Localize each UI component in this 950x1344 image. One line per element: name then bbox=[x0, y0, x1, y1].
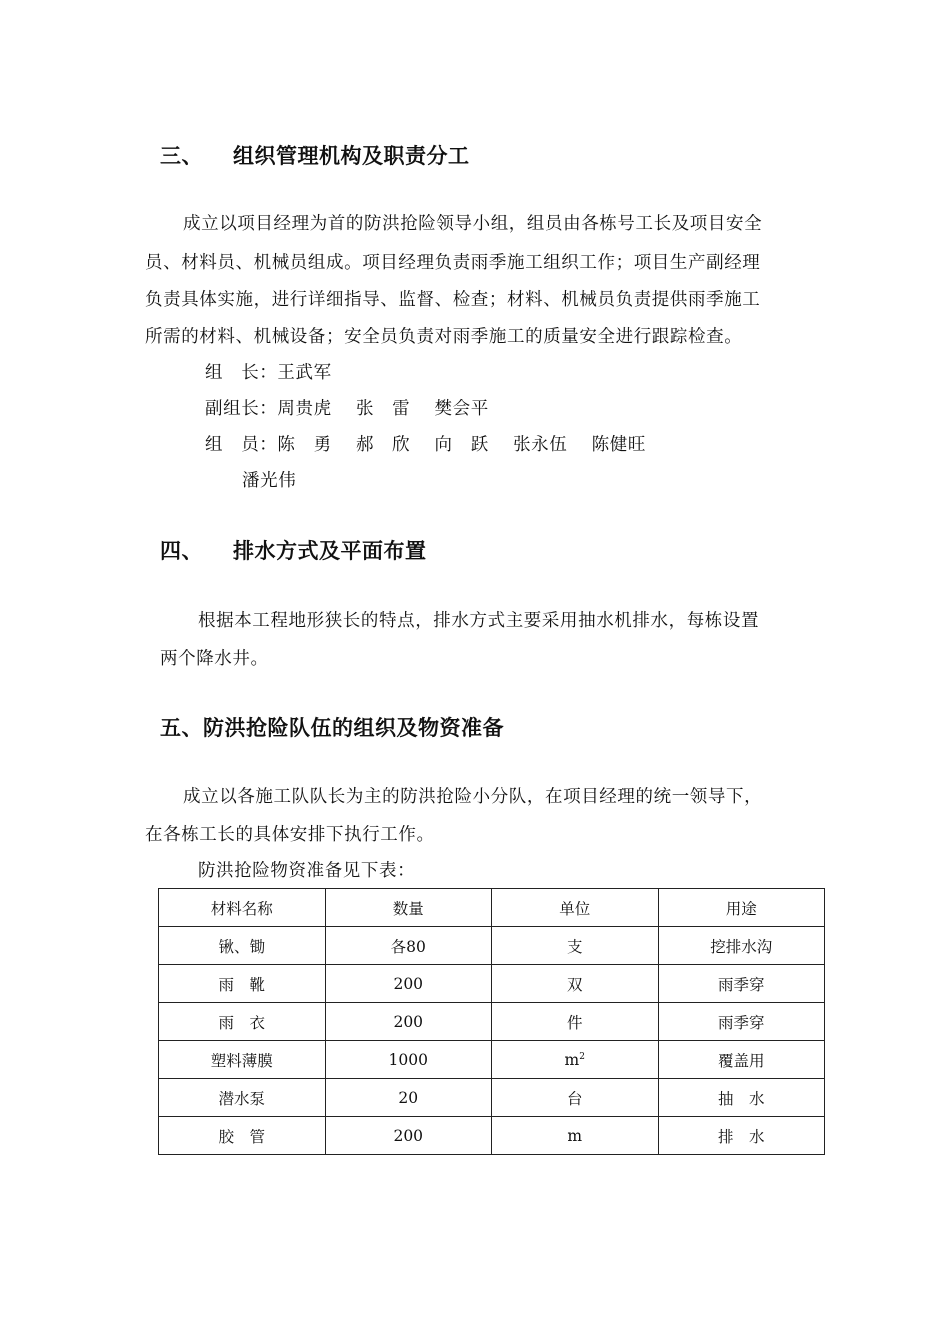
sec4-para-line-2: 两个降水井。 bbox=[160, 649, 269, 669]
table-row bbox=[159, 1003, 825, 1041]
cell-material: 潜水泵 bbox=[159, 1079, 326, 1117]
unit-text: m bbox=[564, 1050, 580, 1069]
cell-unit: 台 bbox=[492, 1079, 659, 1117]
group-deputy: 副组长：周贵虎 张 雷 樊会平 bbox=[205, 399, 489, 419]
cell-purpose: 抽 水 bbox=[658, 1079, 825, 1117]
cell-purpose: 雨季穿 bbox=[658, 1003, 825, 1041]
sec5-para-line-2: 在各栋工长的具体安排下执行工作。 bbox=[145, 825, 435, 845]
section-5-title: 五、防洪抢险队伍的组织及物资准备 bbox=[160, 715, 504, 740]
unit-superscript: 2 bbox=[579, 1051, 585, 1062]
header-purpose: 用途 bbox=[658, 889, 825, 927]
table-row bbox=[159, 1041, 825, 1079]
table-row bbox=[159, 927, 825, 965]
header-material-name: 材料名称 bbox=[159, 889, 326, 927]
cell-quantity: 200 bbox=[325, 1117, 492, 1155]
header-quantity: 数量 bbox=[325, 889, 492, 927]
sec5-para-line-1: 成立以各施工队队长为主的防洪抢险小分队，在项目经理的统一领导下， bbox=[183, 787, 763, 807]
group-leader: 组 长：王武军 bbox=[205, 363, 332, 383]
section-5-heading bbox=[160, 712, 504, 742]
section-3-heading bbox=[160, 140, 470, 170]
cell-quantity: 20 bbox=[325, 1079, 492, 1117]
table-row bbox=[159, 1117, 825, 1155]
cell-quantity: 各80 bbox=[325, 927, 492, 965]
section-4-number: 四、 bbox=[160, 538, 203, 563]
table-row bbox=[159, 965, 825, 1003]
cell-quantity: 200 bbox=[325, 965, 492, 1003]
section-4-heading bbox=[160, 535, 427, 565]
sec4-para-line-1: 根据本工程地形狭长的特点，排水方式主要采用抽水机排水，每栋设置 bbox=[198, 611, 760, 631]
cell-material: 塑料薄膜 bbox=[159, 1041, 326, 1079]
table-row bbox=[159, 1079, 825, 1117]
cell-unit: 支 bbox=[492, 927, 659, 965]
sec3-para-line-3: 负责具体实施，进行详细指导、监督、检查；材料、机械员负责提供雨季施工 bbox=[145, 290, 761, 310]
group-members: 组 员：陈 勇 郝 欣 向 跃 张永伍 陈健旺 bbox=[205, 435, 646, 455]
cell-quantity: 200 bbox=[325, 1003, 492, 1041]
cell-unit: 件 bbox=[492, 1003, 659, 1041]
group-members-cont: 潘光伟 bbox=[242, 471, 297, 491]
cell-purpose: 覆盖用 bbox=[658, 1041, 825, 1079]
cell-material: 雨 靴 bbox=[159, 965, 326, 1003]
cell-purpose: 排 水 bbox=[658, 1117, 825, 1155]
cell-material: 雨 衣 bbox=[159, 1003, 326, 1041]
table-header-row bbox=[159, 889, 825, 927]
cell-purpose: 挖排水沟 bbox=[658, 927, 825, 965]
cell-unit: 双 bbox=[492, 965, 659, 1003]
cell-quantity: 1000 bbox=[325, 1041, 492, 1079]
cell-purpose: 雨季穿 bbox=[658, 965, 825, 1003]
table-intro: 防洪抢险物资准备见下表： bbox=[198, 861, 416, 881]
section-3-title: 组织管理机构及职责分工 bbox=[233, 143, 470, 168]
sec3-para-line-1: 成立以项目经理为首的防洪抢险领导小组，组员由各栋号工长及项目安全 bbox=[183, 214, 763, 234]
section-3-number: 三、 bbox=[160, 143, 203, 168]
sec3-para-line-2: 员、材料员、机械员组成。项目经理负责雨季施工组织工作；项目生产副经理 bbox=[145, 253, 761, 273]
cell-unit bbox=[492, 1041, 659, 1079]
sec3-para-line-4: 所需的材料、机械设备；安全员负责对雨季施工的质量安全进行跟踪检查。 bbox=[145, 327, 743, 347]
materials-table bbox=[158, 888, 825, 1155]
cell-material: 锹、锄 bbox=[159, 927, 326, 965]
cell-unit: m bbox=[492, 1117, 659, 1155]
header-unit: 单位 bbox=[492, 889, 659, 927]
section-4-title: 排水方式及平面布置 bbox=[233, 538, 427, 563]
cell-material: 胶 管 bbox=[159, 1117, 326, 1155]
